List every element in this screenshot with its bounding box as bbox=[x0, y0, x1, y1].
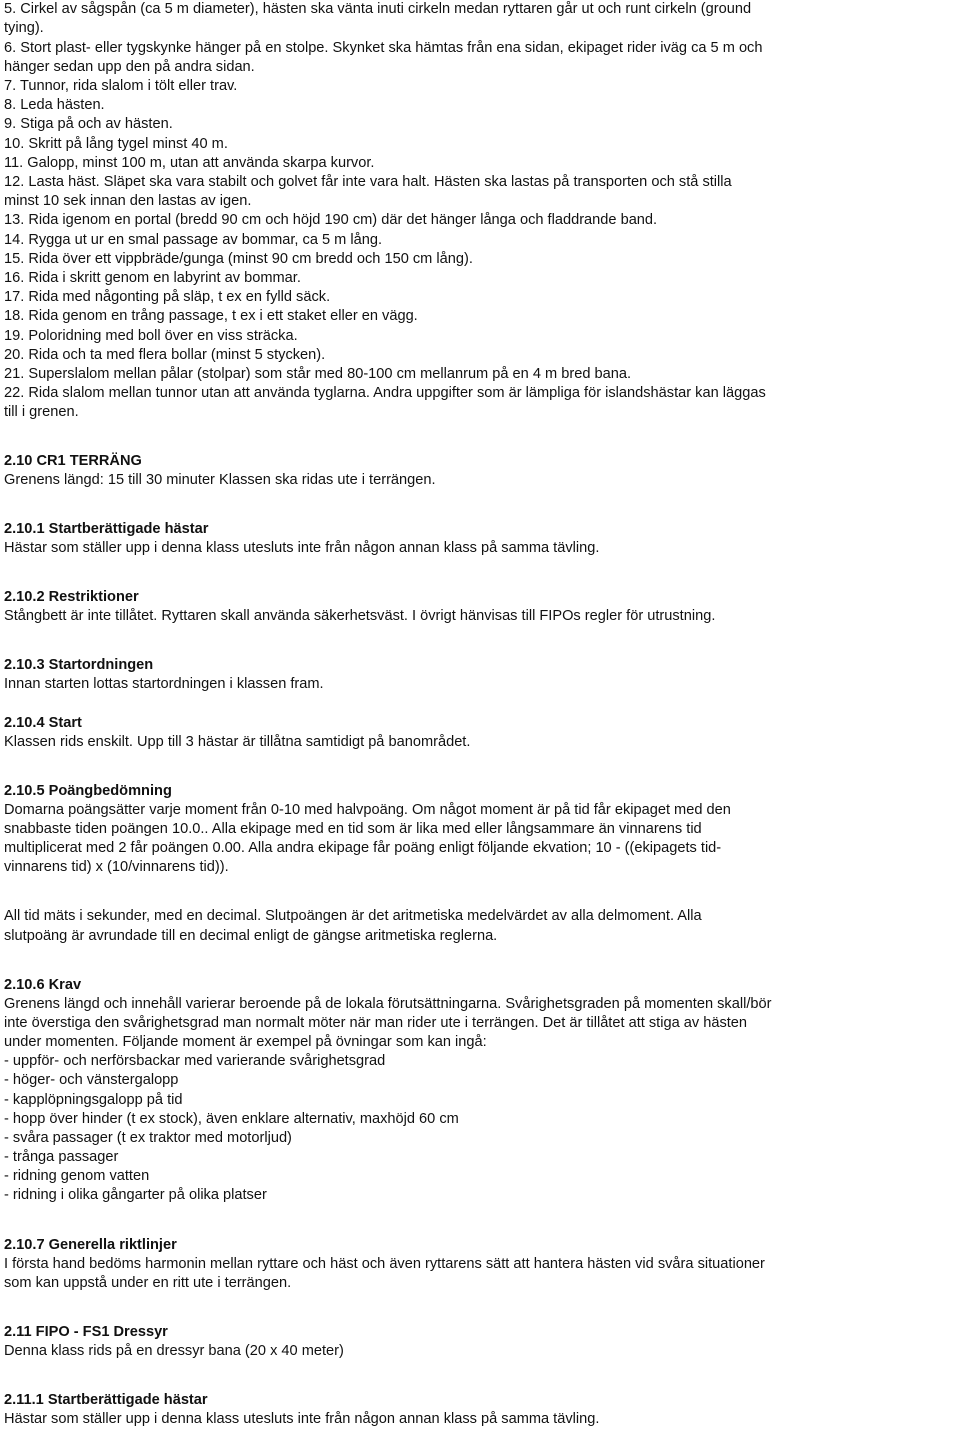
text-line: multiplicerat med 2 får poängen 0.00. Alla andra ekipage får poäng enligt följande ekvation; 10 - ((ekipagets tid- bbox=[4, 840, 722, 856]
section-heading: 2.10.4 Start bbox=[4, 715, 82, 731]
text-line: - svåra passager (t ex traktor med motorljud) bbox=[4, 1130, 292, 1146]
section-heading: 2.10.2 Restriktioner bbox=[4, 589, 139, 605]
text-line: 13. Rida igenom en portal (bredd 90 cm och höjd 190 cm) där det hänger långa och fladdrande band. bbox=[4, 212, 658, 228]
text-line: - höger- och vänstergalopp bbox=[4, 1072, 179, 1088]
text-line: Innan starten lottas startordningen i klassen fram. bbox=[4, 676, 324, 692]
section-heading: 2.10.5 Poängbedömning bbox=[4, 783, 172, 799]
text-line: Grenens längd: 15 till 30 minuter Klassen ska ridas ute i terrängen. bbox=[4, 472, 436, 488]
text-line: vinnarens tid) x (10/vinnarens tid)). bbox=[4, 859, 229, 875]
text-line: tying). bbox=[4, 20, 44, 36]
text-line: All tid mäts i sekunder, med en decimal. Slutpoängen är det aritmetiska medelvärdet av alla delmoment. Alla bbox=[4, 908, 702, 924]
text-line: 5. Cirkel av sågspån (ca 5 m diameter), hästen ska vänta inuti cirkeln medan ryttaren går ut och runt cirkeln (ground bbox=[4, 1, 752, 17]
text-line: - uppför- och nerförsbackar med varierande svårighetsgrad bbox=[4, 1053, 386, 1069]
text-line: 21. Superslalom mellan pålar (stolpar) som står med 80-100 cm mellanrum på en 4 m bred bana. bbox=[4, 366, 632, 382]
text-line: minst 10 sek innan den lastas av igen. bbox=[4, 193, 252, 209]
text-line: 14. Rygga ut ur en smal passage av bommar, ca 5 m lång. bbox=[4, 232, 383, 248]
text-line: 8. Leda hästen. bbox=[4, 97, 105, 113]
text-line: Stångbett är inte tillåtet. Ryttaren skall använda säkerhetsväst. I övrigt hänvisas till FIPOs regler för utrustning. bbox=[4, 608, 716, 624]
text-line: Hästar som ställer upp i denna klass utesluts inte från någon annan klass på samma tävling. bbox=[4, 540, 600, 556]
text-line: 17. Rida med någonting på släp, t ex en fylld säck. bbox=[4, 289, 331, 305]
section-heading: 2.10.7 Generella riktlinjer bbox=[4, 1237, 177, 1253]
text-line: 20. Rida och ta med flera bollar (minst 5 stycken). bbox=[4, 347, 326, 363]
text-line: 9. Stiga på och av hästen. bbox=[4, 116, 173, 132]
text-line: 12. Lasta häst. Släpet ska vara stabilt och golvet får inte vara halt. Hästen ska lastas på transporten och stå stilla bbox=[4, 174, 732, 190]
text-line: 16. Rida i skritt genom en labyrint av bommar. bbox=[4, 270, 301, 286]
section-heading: 2.10.1 Startberättigade hästar bbox=[4, 521, 209, 537]
text-line: Domarna poängsätter varje moment från 0-10 med halvpoäng. Om något moment är på tid får ekipaget med den bbox=[4, 802, 731, 818]
text-line: 18. Rida genom en trång passage, t ex i ett staket eller en vägg. bbox=[4, 308, 418, 324]
text-line: - hopp över hinder (t ex stock), även enklare alternativ, maxhöjd 60 cm bbox=[4, 1111, 459, 1127]
text-line: snabbaste tiden poängen 10.0.. Alla ekipage med en tid som är lika med eller långsammare än vinnarens tid bbox=[4, 821, 702, 837]
text-line: - kapplöpningsgalopp på tid bbox=[4, 1092, 183, 1108]
text-line: till i grenen. bbox=[4, 404, 79, 420]
text-line: Grenens längd och innehåll varierar beroende på de lokala förutsättningarna. Svårighetsgraden på momenten skall/bör bbox=[4, 996, 772, 1012]
text-line: 10. Skritt på lång tygel minst 40 m. bbox=[4, 136, 228, 152]
text-line: inte överstiga den svårighetsgrad man normalt möter när man rider ute i terrängen. Det är tillåtet att stiga av hästen bbox=[4, 1015, 748, 1031]
section-heading: 2.10.6 Krav bbox=[4, 977, 82, 993]
text-line: slutpoäng är avrundade till en decimal enligt de gängse aritmetiska reglerna. bbox=[4, 928, 498, 944]
section-heading: 2.11 FIPO - FS1 Dressyr bbox=[4, 1324, 168, 1340]
text-line: som kan uppstå under en ritt ute i terrängen. bbox=[4, 1275, 292, 1291]
text-line: Denna klass rids på en dressyr bana (20 x 40 meter) bbox=[4, 1343, 344, 1359]
text-line: 15. Rida över ett vippbräde/gunga (minst 90 cm bredd och 150 cm lång). bbox=[4, 251, 473, 267]
text-line: 7. Tunnor, rida slalom i tölt eller trav. bbox=[4, 78, 238, 94]
text-line: I första hand bedöms harmonin mellan ryttare och häst och även ryttarens sätt att hantera hästen vid svåra situationer bbox=[4, 1256, 765, 1272]
text-line: Hästar som ställer upp i denna klass utesluts inte från någon annan klass på samma tävling. bbox=[4, 1411, 600, 1427]
text-line: under momenten. Följande moment är exempel på övningar som kan ingå: bbox=[4, 1034, 487, 1050]
section-heading: 2.10.3 Startordningen bbox=[4, 657, 154, 673]
text-line: Klassen rids enskilt. Upp till 3 hästar är tillåtna samtidigt på banområdet. bbox=[4, 734, 471, 750]
text-line: 22. Rida slalom mellan tunnor utan att använda tyglarna. Andra uppgifter som är lämpliga för islandshästar kan läggas bbox=[4, 385, 766, 401]
text-line: 6. Stort plast- eller tygskynke hänger på en stolpe. Skynket ska hämtas från ena sidan, ekipaget rider iväg ca 5 m och bbox=[4, 40, 763, 56]
section-heading: 2.10 CR1 TERRÄNG bbox=[4, 453, 142, 469]
text-line: - ridning i olika gångarter på olika platser bbox=[4, 1187, 267, 1203]
text-line: - ridning genom vatten bbox=[4, 1168, 150, 1184]
text-line: hänger sedan upp den på andra sidan. bbox=[4, 59, 255, 75]
text-line: - trånga passager bbox=[4, 1149, 119, 1165]
text-line: 11. Galopp, minst 100 m, utan att använda skarpa kurvor. bbox=[4, 155, 375, 171]
text-line: 19. Poloridning med boll över en viss sträcka. bbox=[4, 328, 298, 344]
section-heading: 2.11.1 Startberättigade hästar bbox=[4, 1392, 208, 1408]
